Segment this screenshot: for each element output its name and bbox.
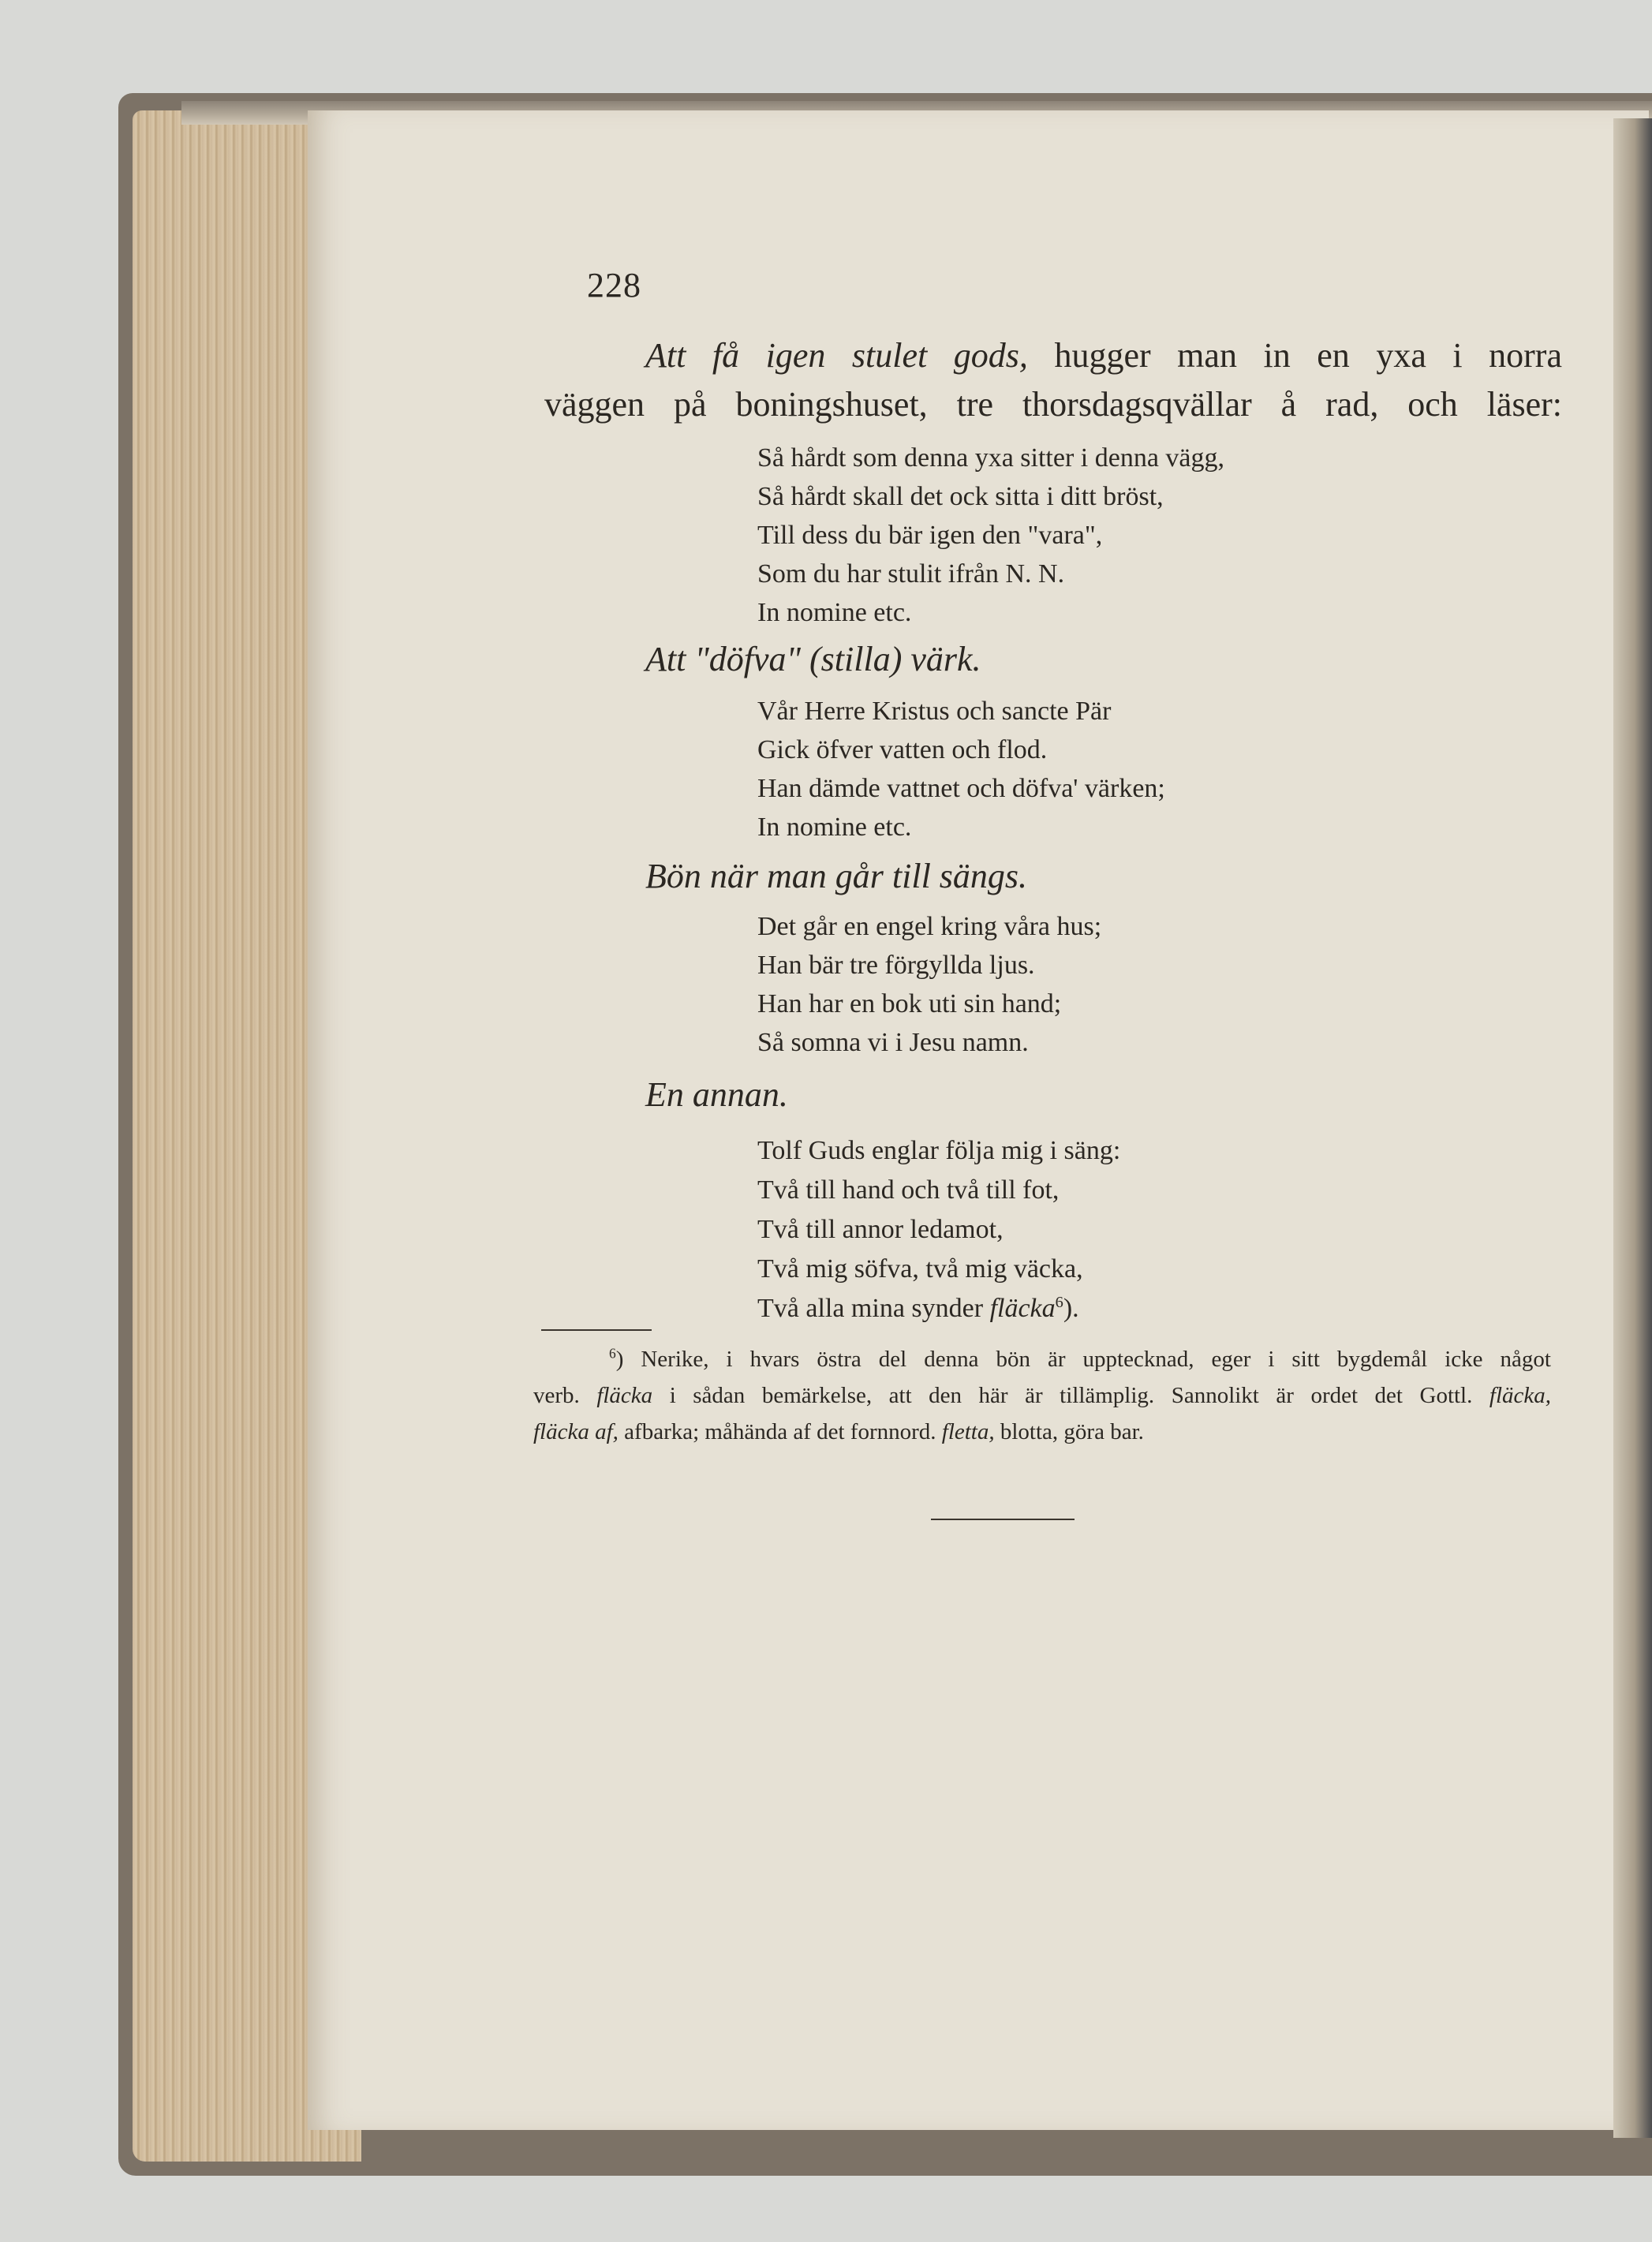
verse-line: Tolf Guds englar följa mig i säng: (757, 1136, 1121, 1165)
footnote-line-3 (533, 1414, 1551, 1450)
footnote-separator (541, 1329, 652, 1331)
verse-line-end: ). (1063, 1294, 1079, 1323)
footnote-marker: 6 (609, 1345, 616, 1362)
intro-lead-italic: Att få igen stulet gods, (645, 336, 1028, 375)
verse-line: Som du har stulit ifrån N. N. (757, 559, 1065, 589)
verse-line: Så hårdt som denna yxa sitter i denna vägg, (757, 443, 1225, 473)
footnote-italic-term: fläcka af, (533, 1419, 619, 1444)
intro-line-1-rest: hugger man in en yxa i norra (1027, 336, 1562, 375)
verse-line: In nomine etc. (757, 598, 912, 627)
verse-4 (757, 1131, 1120, 1328)
verse-line: Det går en engel kring våra hus; (757, 912, 1102, 941)
footnote-line-1-text: ) Nerike, i hvars östra del denna bön är upptecknad, eger i sitt bygdemål icke något (615, 1347, 1551, 1372)
footnote-italic-term: fletta, (941, 1419, 995, 1444)
footnote-line-1 (533, 1341, 1551, 1377)
verse-1 (757, 439, 1224, 632)
verse-line: Två till hand och två till fot, (757, 1175, 1060, 1205)
verse-2 (757, 692, 1165, 846)
verse-line-last (757, 1289, 1120, 1328)
footnote-text: verb. (533, 1383, 597, 1408)
heading-en-annan: En annan. (645, 1075, 788, 1114)
verse-line: Så somna vi i Jesu namn. (757, 1028, 1029, 1057)
verse-line: Vår Herre Kristus och sancte Pär (757, 697, 1112, 726)
footnote-text: blotta, göra bar. (994, 1419, 1144, 1444)
verse-line: In nomine etc. (757, 813, 912, 842)
verse-line: Så hårdt skall det ock sitta i ditt bröst, (757, 482, 1164, 511)
end-rule (931, 1519, 1075, 1520)
intro-line-1 (544, 331, 1562, 380)
footnote-italic-term: fläcka (596, 1383, 653, 1408)
footnote-line-2 (533, 1377, 1551, 1414)
verse-3 (757, 907, 1101, 1062)
intro-paragraph (544, 331, 1562, 429)
verse-line: Två mig söfva, två mig väcka, (757, 1254, 1083, 1284)
verse-line: Två till annor ledamot, (757, 1215, 1004, 1244)
footnote-text: i sådan bemärkelse, att den här är tillämplig. Sannolikt är ordet det Gottl. (652, 1383, 1489, 1408)
verse-line: Gick öfver vatten och flod. (757, 735, 1048, 764)
footnote-ref-marker: 6 (1055, 1293, 1063, 1311)
heading-dofva-vark: Att "döfva" (stilla) värk. (645, 640, 981, 678)
verse-line-text: Två alla mina synder (757, 1294, 990, 1323)
footnote-italic-term: fläcka, (1489, 1383, 1551, 1408)
footnote (533, 1341, 1551, 1450)
intro-line-2: väggen på boningshuset, tre thorsdagsqvällar å rad, och läser: (544, 385, 1562, 424)
verse-line: Han bär tre förgyllda ljus. (757, 951, 1035, 980)
heading-bon-nar-man-gar-till-sangs: Bön när man går till sängs. (645, 857, 1028, 895)
verse-line: Till dess du bär igen den "vara", (757, 521, 1103, 550)
verse-line: Han dämde vattnet och döfva' värken; (757, 774, 1165, 803)
footnote-text: afbarka; måhända af det fornnord. (618, 1419, 942, 1444)
verse-line-italic: fläcka (989, 1294, 1056, 1323)
page-number: 228 (587, 266, 641, 305)
verse-line: Han har en bok uti sin hand; (757, 989, 1062, 1018)
